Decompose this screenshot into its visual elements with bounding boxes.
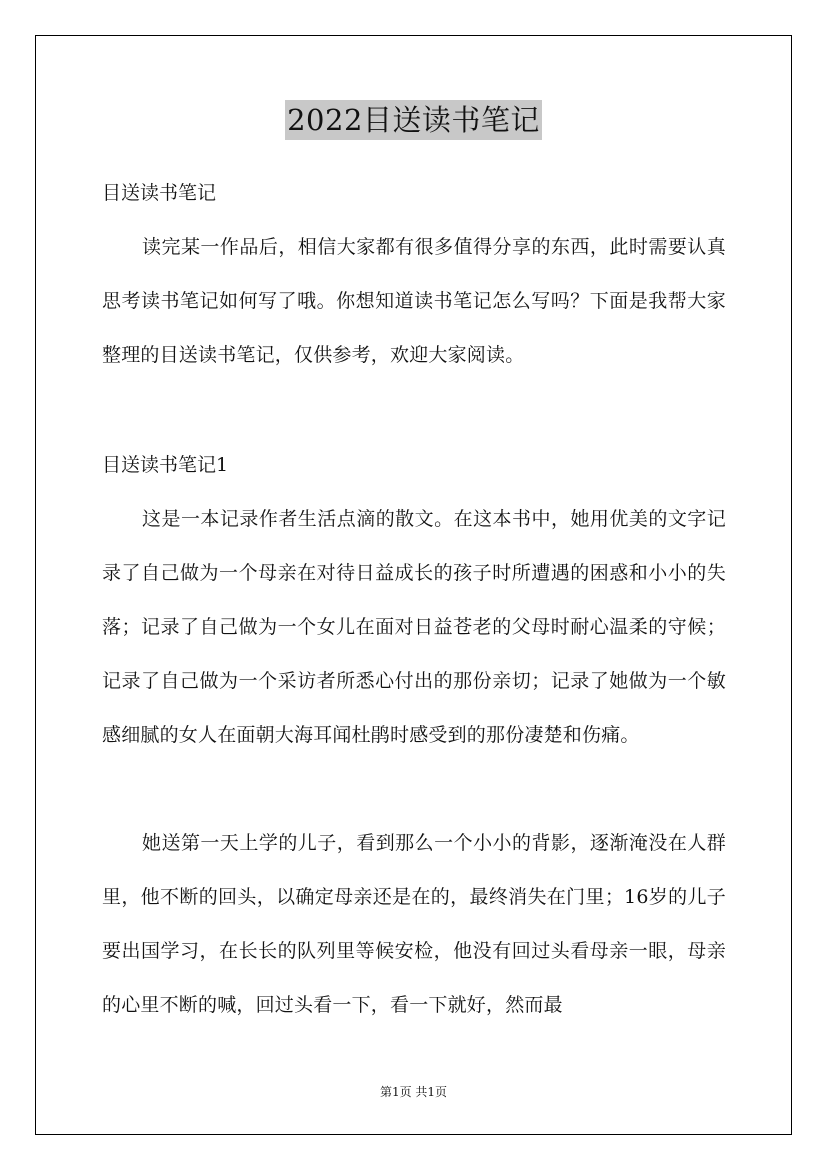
intro-paragraph: 读完某一作品后，相信大家都有很多值得分享的东西，此时需要认真思考读书笔记如何写了哦。你想知道读书笔记怎么写吗？下面是我帮大家整理的目送读书笔记，仅供参考，欢迎大家阅读。 — [102, 236, 726, 366]
document-title: 2022目送读书笔记 — [285, 100, 542, 140]
page-footer: 第1页 共1页 — [379, 1085, 448, 1099]
subtitle: 目送读书笔记 — [102, 182, 217, 204]
body-paragraph-1: 这是一本记录作者生活点滴的散文。在这本书中，她用优美的文字记录了自己做为一个母亲在对待日益成长的孩子时所遭遇的困惑和小小的失落；记录了自己做为一个女儿在面对日益苍老的父母时耐心温柔的守候；记录了自己做为一个采访者所悉心付出的那份亲切；记录了她做为一个敏感细腻的女人在面朝大海耳闻杜鹃时感受到的那份凄楚和伤痛。 — [102, 508, 726, 746]
title-container — [0, 100, 827, 140]
body-paragraph-2: 她送第一天上学的儿子，看到那么一个小小的背影，逐渐淹没在人群里，他不断的回头，以确定母亲还是在的，最终消失在门里；16岁的儿子要出国学习，在长长的队列里等候安检，他没有回过头看母亲一眼，母亲的心里不断的喊，回过头看一下，看一下就好，然而最 — [102, 832, 726, 1016]
section-title: 目送读书笔记1 — [102, 454, 229, 476]
